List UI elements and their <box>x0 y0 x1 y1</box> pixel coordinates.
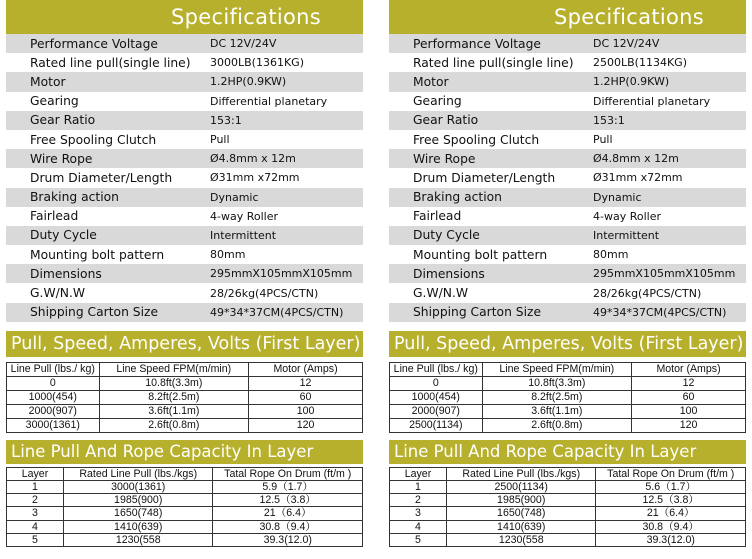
table-cell: 3000(1361) <box>63 481 213 494</box>
spec-row <box>389 130 746 149</box>
capacity-section-header: Line Pull And Rope Capacity In Layer <box>389 440 746 464</box>
spec-value: 153:1 <box>210 113 242 127</box>
table-cell: 12.5（3.8） <box>213 494 363 507</box>
spec-value: 4-way Roller <box>593 209 661 223</box>
table-cell: 100 <box>249 404 363 418</box>
spec-row <box>6 92 363 111</box>
table-cell: 2000(907) <box>7 404 100 418</box>
capacity-section-header: Line Pull And Rope Capacity In Layer <box>6 440 363 464</box>
table-cell: 120 <box>249 418 363 432</box>
spec-label: Wire Rope <box>413 151 476 166</box>
table-cell: 1 <box>390 481 447 494</box>
table-header-row <box>7 362 363 376</box>
table-row <box>390 404 746 418</box>
performance-table <box>389 362 746 433</box>
spec-value: 1.2HP(0.9KW) <box>593 75 670 89</box>
spec-value: Differential planetary <box>593 94 711 108</box>
spec-value: Intermittent <box>210 228 277 242</box>
spec-value: 3000LB(1361KG) <box>210 56 304 70</box>
table-cell: 2 <box>390 494 447 507</box>
spec-label: Mounting bolt pattern <box>413 247 548 262</box>
table-cell: 1230(558 <box>446 533 596 546</box>
spec-list <box>6 34 363 322</box>
spec-value: Dynamic <box>593 190 642 204</box>
spec-value: 49*34*37CM(4PCS/CTN) <box>210 305 344 319</box>
spec-value: Ø31mm x72mm <box>210 171 300 185</box>
spec-value: 28/26kg(4PCS/CTN) <box>593 286 702 300</box>
spec-value: 28/26kg(4PCS/CTN) <box>210 286 319 300</box>
table-cell: 12 <box>632 376 746 390</box>
spec-row <box>389 245 746 264</box>
table-cell: 10.8ft(3.3m) <box>482 376 632 390</box>
table-cell: 21（6.4） <box>213 507 363 520</box>
column-header: Line Pull (lbs./ kg) <box>7 362 100 376</box>
table-row <box>7 507 363 520</box>
table-cell: 1650(748) <box>63 507 213 520</box>
spec-row <box>389 303 746 322</box>
spec-row <box>389 111 746 130</box>
table-cell: 1985(900) <box>446 494 596 507</box>
spec-value: Ø4.8mm x 12m <box>210 152 296 166</box>
spec-row <box>389 168 746 187</box>
performance-section-header: Pull, Speed, Amperes, Volts (First Layer) <box>389 331 746 357</box>
table-cell: 0 <box>390 376 483 390</box>
table-cell: 3000(1361) <box>7 418 100 432</box>
spec-value: 4-way Roller <box>210 209 278 223</box>
spec-label: Performance Voltage <box>413 36 541 51</box>
performance-section-header: Pull, Speed, Amperes, Volts (First Layer) <box>6 331 363 357</box>
table-row <box>7 481 363 494</box>
spec-row <box>6 111 363 130</box>
table-cell: 21（6.4） <box>596 507 746 520</box>
table-cell: 1985(900) <box>63 494 213 507</box>
table-row <box>390 418 746 432</box>
spec-label: Duty Cycle <box>413 228 480 243</box>
table-cell: 5 <box>7 533 64 546</box>
spec-row <box>6 188 363 207</box>
specifications-header: Specifications <box>6 0 363 34</box>
table-cell: 4 <box>390 520 447 533</box>
spec-label: Free Spooling Clutch <box>413 132 540 147</box>
table-row <box>7 376 363 390</box>
table-cell: 100 <box>632 404 746 418</box>
column-header: Rated Line Pull (lbs./kgs) <box>63 467 213 480</box>
spec-label: Mounting bolt pattern <box>30 247 165 262</box>
table-row <box>390 390 746 404</box>
spec-sheet-3000lb <box>6 0 363 547</box>
table-cell: 3.6ft(1.1m) <box>482 404 632 418</box>
spec-label: Motor <box>30 74 66 89</box>
table-cell: 2500(1134) <box>446 481 596 494</box>
spec-row <box>6 130 363 149</box>
spec-value: 1.2HP(0.9KW) <box>210 75 287 89</box>
spec-label: Gearing <box>413 94 462 109</box>
spec-value: 295mmX105mmX105mm <box>210 267 353 281</box>
spec-label: Fairlead <box>413 209 462 224</box>
spec-label: Gear Ratio <box>30 113 96 128</box>
column-header: Line Speed FPM(m/min) <box>482 362 632 376</box>
table-cell: 1410(639) <box>63 520 213 533</box>
table-cell: 4 <box>7 520 64 533</box>
spec-sheet-2500lb <box>389 0 746 547</box>
table-cell: 10.8ft(3.3m) <box>99 376 249 390</box>
table-cell: 1 <box>7 481 64 494</box>
spec-row <box>6 207 363 226</box>
table-cell: 3 <box>7 507 64 520</box>
spec-label: Performance Voltage <box>30 36 158 51</box>
spec-row <box>6 264 363 283</box>
spec-label: Free Spooling Clutch <box>30 132 157 147</box>
spec-row <box>6 34 363 53</box>
spec-value: 49*34*37CM(4PCS/CTN) <box>593 305 727 319</box>
table-cell: 5 <box>390 533 447 546</box>
spec-label: Braking action <box>413 190 502 205</box>
capacity-table <box>6 467 363 547</box>
spec-row <box>389 264 746 283</box>
spec-label: Shipping Carton Size <box>413 305 542 320</box>
table-header-row <box>7 467 363 480</box>
spec-row <box>6 53 363 72</box>
spec-value: 295mmX105mmX105mm <box>593 267 736 281</box>
column-header: Layer <box>7 467 64 480</box>
spec-label: Gearing <box>30 94 79 109</box>
spec-row <box>6 226 363 245</box>
table-cell: 60 <box>632 390 746 404</box>
table-cell: 39.3(12.0) <box>213 533 363 546</box>
spec-row <box>389 149 746 168</box>
table-cell: 0 <box>7 376 100 390</box>
table-cell: 5.6（1.7） <box>596 481 746 494</box>
table-header-row <box>390 362 746 376</box>
spec-value: Pull <box>593 133 613 147</box>
spec-value: Pull <box>210 133 230 147</box>
table-row <box>390 494 746 507</box>
table-row <box>7 494 363 507</box>
spec-value: Differential planetary <box>210 94 328 108</box>
table-cell: 30.8（9.4） <box>596 520 746 533</box>
spec-row <box>6 303 363 322</box>
table-cell: 120 <box>632 418 746 432</box>
spec-row <box>389 92 746 111</box>
capacity-table <box>389 467 746 547</box>
spec-value: 80mm <box>593 248 629 262</box>
spec-row <box>389 72 746 91</box>
table-cell: 1410(639) <box>446 520 596 533</box>
column-header: Tatal Rope On Drum (ft/m ) <box>213 467 363 480</box>
table-row <box>390 481 746 494</box>
spec-value: Ø4.8mm x 12m <box>593 152 679 166</box>
spec-label: Braking action <box>30 190 119 205</box>
column-header: Motor (Amps) <box>632 362 746 376</box>
table-cell: 3.6ft(1.1m) <box>99 404 249 418</box>
spec-label: Wire Rope <box>30 151 93 166</box>
spec-value: Ø31mm x72mm <box>593 171 683 185</box>
table-row <box>7 418 363 432</box>
column-header: Layer <box>390 467 447 480</box>
spec-label: Drum Diameter/Length <box>30 170 173 185</box>
table-cell: 1000(454) <box>390 390 483 404</box>
table-cell: 8.2ft(2.5m) <box>482 390 632 404</box>
table-cell: 39.3(12.0) <box>596 533 746 546</box>
spec-label: Duty Cycle <box>30 228 97 243</box>
table-cell: 1000(454) <box>7 390 100 404</box>
table-cell: 2.6ft(0.8m) <box>482 418 632 432</box>
spec-label: G.W/N.W <box>30 286 86 301</box>
table-cell: 60 <box>249 390 363 404</box>
table-cell: 30.8（9.4） <box>213 520 363 533</box>
table-cell: 3 <box>390 507 447 520</box>
spec-label: Fairlead <box>30 209 79 224</box>
spec-value: 80mm <box>210 248 246 262</box>
table-row <box>7 520 363 533</box>
spec-label: G.W/N.W <box>413 286 469 301</box>
spec-row <box>6 245 363 264</box>
spec-value: DC 12V/24V <box>210 37 277 51</box>
spec-row <box>389 283 746 302</box>
spec-list <box>389 34 746 322</box>
spec-value: DC 12V/24V <box>593 37 660 51</box>
table-row <box>7 390 363 404</box>
table-cell: 1230(558 <box>63 533 213 546</box>
table-cell: 2500(1134) <box>390 418 483 432</box>
table-row <box>390 533 746 546</box>
column-header: Tatal Rope On Drum (ft/m ) <box>596 467 746 480</box>
table-cell: 1650(748) <box>446 507 596 520</box>
table-cell: 5.9（1.7） <box>213 481 363 494</box>
spec-value: Dynamic <box>210 190 259 204</box>
column-header: Line Speed FPM(m/min) <box>99 362 249 376</box>
spec-label: Dimensions <box>413 266 485 281</box>
spec-row <box>6 149 363 168</box>
spec-row <box>389 188 746 207</box>
table-cell: 2000(907) <box>390 404 483 418</box>
table-row <box>7 404 363 418</box>
spec-label: Gear Ratio <box>413 113 479 128</box>
specifications-header: Specifications <box>389 0 746 34</box>
spec-row <box>6 283 363 302</box>
spec-label: Rated line pull(single line) <box>30 55 191 70</box>
spec-label: Rated line pull(single line) <box>413 55 574 70</box>
column-header: Rated Line Pull (lbs./kgs) <box>446 467 596 480</box>
spec-row <box>389 207 746 226</box>
spec-label: Motor <box>413 74 449 89</box>
table-row <box>390 507 746 520</box>
spec-row <box>389 226 746 245</box>
column-header: Line Pull (lbs./ kg) <box>390 362 483 376</box>
spec-value: 2500LB(1134KG) <box>593 56 687 70</box>
table-row <box>390 520 746 533</box>
spec-row <box>389 53 746 72</box>
table-header-row <box>390 467 746 480</box>
performance-table <box>6 362 363 433</box>
column-header: Motor (Amps) <box>249 362 363 376</box>
spec-label: Shipping Carton Size <box>30 305 159 320</box>
spec-row <box>389 34 746 53</box>
table-row <box>7 533 363 546</box>
spec-value: Intermittent <box>593 228 660 242</box>
spec-label: Dimensions <box>30 266 102 281</box>
table-cell: 2.6ft(0.8m) <box>99 418 249 432</box>
table-cell: 12 <box>249 376 363 390</box>
spec-row <box>6 72 363 91</box>
spec-row <box>6 168 363 187</box>
table-cell: 2 <box>7 494 64 507</box>
spec-value: 153:1 <box>593 113 625 127</box>
table-cell: 12.5（3.8） <box>596 494 746 507</box>
table-cell: 8.2ft(2.5m) <box>99 390 249 404</box>
table-row <box>390 376 746 390</box>
spec-label: Drum Diameter/Length <box>413 170 556 185</box>
